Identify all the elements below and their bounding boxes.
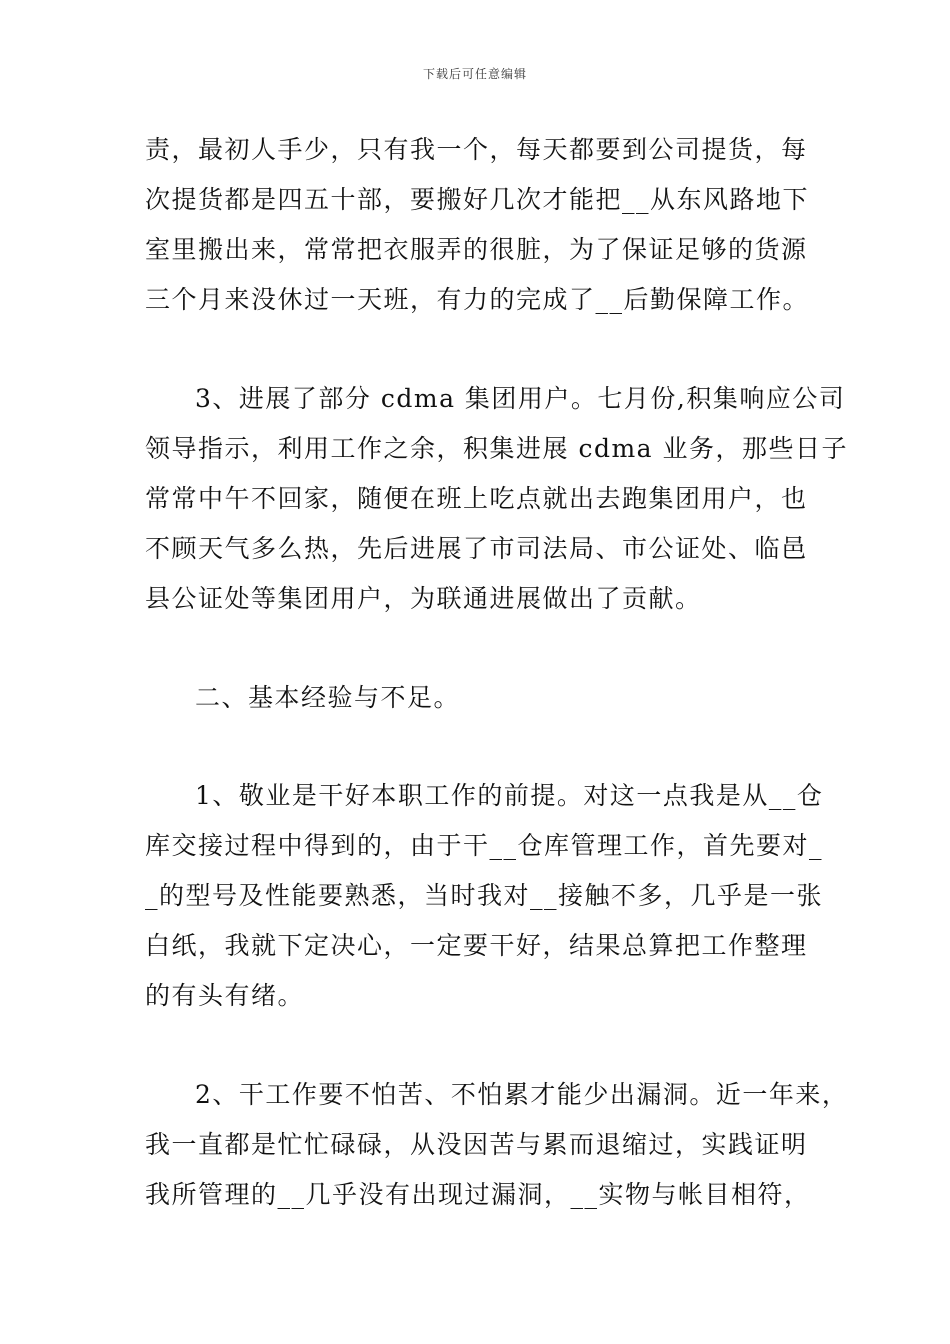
text-line: 2、干工作要不怕苦、不怕累才能少出漏洞。近一年来， xyxy=(195,1080,849,1109)
text-line: 室里搬出来，常常把衣服弄的很脏，为了保证足够的货源 xyxy=(145,235,808,264)
text-line: 白纸，我就下定决心，一定要干好，结果总算把工作整理 xyxy=(145,931,808,960)
text-line: 领导指示，利用工作之余，积集进展 cdma 业务，那些日子 xyxy=(145,434,849,463)
text-line: 1、敬业是干好本职工作的前提。对这一点我是从__仓 xyxy=(195,781,824,810)
text-line: 我所管理的__几乎没有出现过漏洞，__实物与帐目相符， xyxy=(145,1180,811,1209)
text-line: 次提货都是四五十部，要搬好几次才能把__从东风路地下 xyxy=(145,185,810,214)
text-line: _的型号及性能要熟悉，当时我对__接触不多，几乎是一张 xyxy=(145,881,824,910)
text-line: 不顾天气多么热，先后进展了市司法局、市公证处、临邑 xyxy=(145,534,808,563)
text-line: 我一直都是忙忙碌碌，从没因苦与累而退缩过，实践证明 xyxy=(145,1130,808,1159)
text-line: 三个月来没休过一天班，有力的完成了__后勤保障工作。 xyxy=(145,285,810,314)
text-line: 责，最初人手少，只有我一个，每天都要到公司提货，每 xyxy=(145,135,808,164)
text-line: 3、进展了部分 cdma 集团用户。七月份,积集响应公司 xyxy=(195,384,846,413)
page-header: 下载后可任意编辑 xyxy=(422,67,527,81)
text-line: 的有头有绪。 xyxy=(145,981,305,1010)
text-line: 县公证处等集团用户，为联通进展做出了贡献。 xyxy=(145,584,702,613)
text-line: 常常中午不回家，随便在班上吃点就出去跑集团用户，也 xyxy=(145,484,808,513)
section-heading: 二、基本经验与不足。 xyxy=(195,683,461,712)
text-line: 库交接过程中得到的，由于干__仓库管理工作，首先要对_ xyxy=(145,831,824,860)
